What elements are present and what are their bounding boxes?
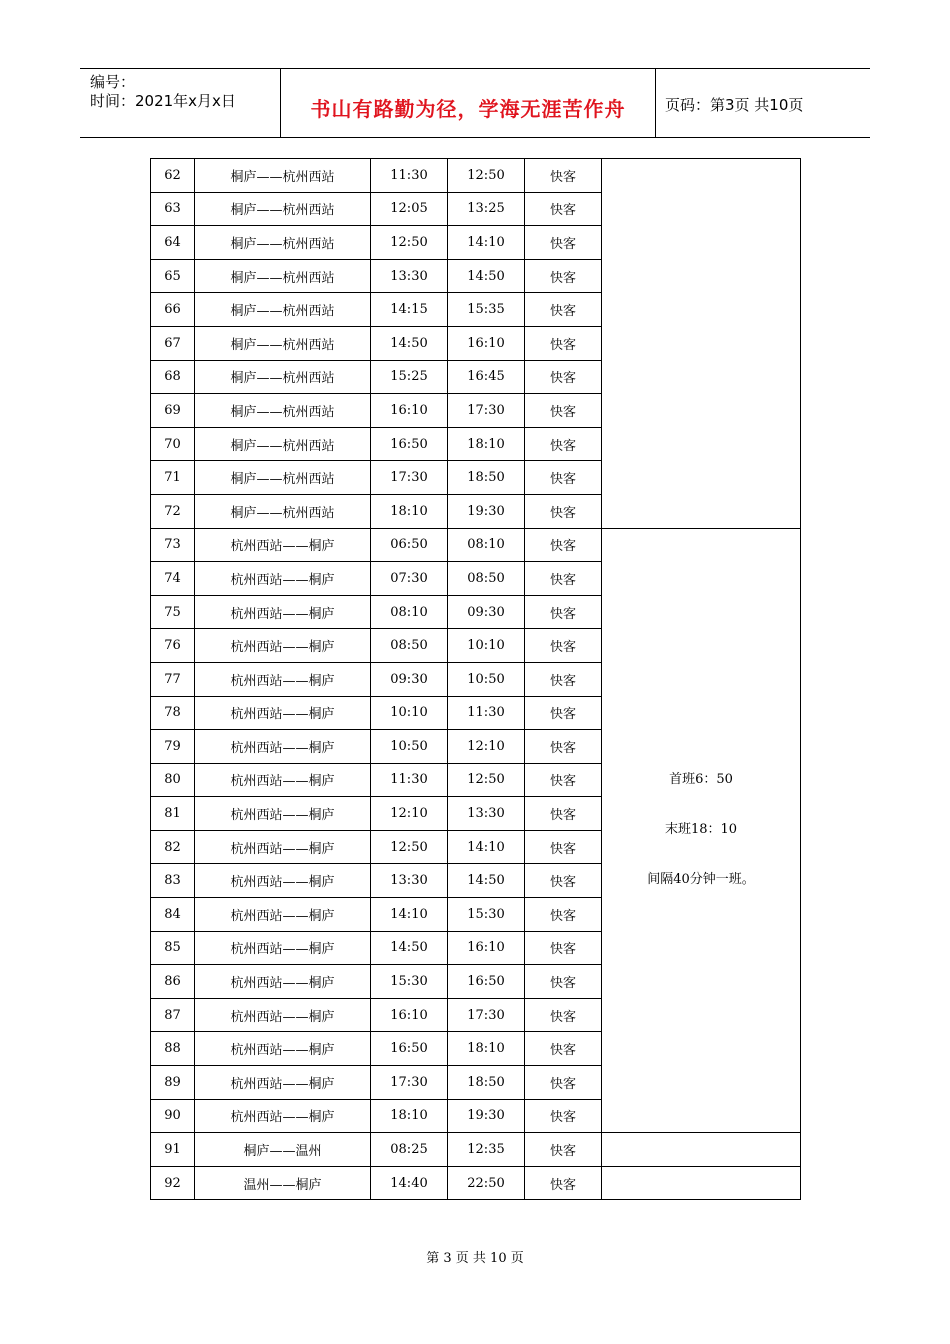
departure-time-cell: 17:30 bbox=[371, 1066, 448, 1100]
departure-time-cell: 18:10 bbox=[371, 494, 448, 528]
departure-time-cell: 16:50 bbox=[371, 427, 448, 461]
row-number-cell: 82 bbox=[151, 830, 195, 864]
route-cell: 杭州西站——桐庐 bbox=[195, 898, 371, 932]
schedule-table bbox=[150, 158, 801, 1200]
arrival-time-cell: 16:45 bbox=[448, 360, 525, 394]
departure-time-cell: 12:50 bbox=[371, 830, 448, 864]
departure-time-cell: 14:40 bbox=[371, 1166, 448, 1200]
table-row bbox=[151, 528, 801, 562]
row-number-cell: 62 bbox=[151, 159, 195, 193]
route-cell: 桐庐——杭州西站 bbox=[195, 494, 371, 528]
serial-label: 编号： bbox=[90, 73, 136, 91]
remark-line: 末班18：10 bbox=[664, 822, 738, 838]
row-number-cell: 85 bbox=[151, 931, 195, 965]
arrival-time-cell: 08:10 bbox=[448, 528, 525, 562]
route-cell: 杭州西站——桐庐 bbox=[195, 1066, 371, 1100]
route-cell: 杭州西站——桐庐 bbox=[195, 629, 371, 663]
row-number-cell: 66 bbox=[151, 293, 195, 327]
row-number-cell: 77 bbox=[151, 662, 195, 696]
row-number-cell: 91 bbox=[151, 1133, 195, 1167]
bus-type-cell: 快客 bbox=[525, 730, 602, 764]
bus-type-cell: 快客 bbox=[525, 797, 602, 831]
row-number-cell: 90 bbox=[151, 1099, 195, 1133]
row-number-cell: 87 bbox=[151, 998, 195, 1032]
remark-line: 首班6：50 bbox=[669, 772, 733, 788]
route-cell: 杭州西站——桐庐 bbox=[195, 662, 371, 696]
route-cell: 杭州西站——桐庐 bbox=[195, 965, 371, 999]
departure-time-cell: 08:25 bbox=[371, 1133, 448, 1167]
departure-time-cell: 16:10 bbox=[371, 394, 448, 428]
route-cell: 杭州西站——桐庐 bbox=[195, 1099, 371, 1133]
arrival-time-cell: 13:30 bbox=[448, 797, 525, 831]
row-number-cell: 71 bbox=[151, 461, 195, 495]
table-row bbox=[151, 1166, 801, 1200]
bus-type-cell: 快客 bbox=[525, 226, 602, 260]
arrival-time-cell: 14:50 bbox=[448, 259, 525, 293]
arrival-time-cell: 16:10 bbox=[448, 326, 525, 360]
bus-type-cell: 快客 bbox=[525, 192, 602, 226]
arrival-time-cell: 08:50 bbox=[448, 562, 525, 596]
row-number-cell: 80 bbox=[151, 763, 195, 797]
arrival-time-cell: 22:50 bbox=[448, 1166, 525, 1200]
arrival-time-cell: 12:35 bbox=[448, 1133, 525, 1167]
departure-time-cell: 12:50 bbox=[371, 226, 448, 260]
motto: 书山有路勤为径，学海无涯苦作舟 bbox=[310, 97, 626, 121]
arrival-time-cell: 17:30 bbox=[448, 998, 525, 1032]
row-number-cell: 88 bbox=[151, 1032, 195, 1066]
departure-time-cell: 06:50 bbox=[371, 528, 448, 562]
bus-type-cell: 快客 bbox=[525, 159, 602, 193]
departure-time-cell: 16:50 bbox=[371, 1032, 448, 1066]
bus-type-cell: 快客 bbox=[525, 696, 602, 730]
departure-time-cell: 13:30 bbox=[371, 864, 448, 898]
bus-type-cell: 快客 bbox=[525, 1133, 602, 1167]
route-cell: 桐庐——杭州西站 bbox=[195, 192, 371, 226]
bus-type-cell: 快客 bbox=[525, 898, 602, 932]
page-footer: 第 3 页 共 10 页 bbox=[426, 1251, 524, 1266]
row-number-cell: 73 bbox=[151, 528, 195, 562]
remarks-cell bbox=[602, 159, 801, 529]
route-cell: 杭州西站——桐庐 bbox=[195, 998, 371, 1032]
row-number-cell: 70 bbox=[151, 427, 195, 461]
bus-type-cell: 快客 bbox=[525, 494, 602, 528]
departure-time-cell: 14:50 bbox=[371, 326, 448, 360]
row-number-cell: 76 bbox=[151, 629, 195, 663]
arrival-time-cell: 15:30 bbox=[448, 898, 525, 932]
bus-type-cell: 快客 bbox=[525, 965, 602, 999]
bus-type-cell: 快客 bbox=[525, 830, 602, 864]
arrival-time-cell: 12:50 bbox=[448, 159, 525, 193]
route-cell: 桐庐——杭州西站 bbox=[195, 360, 371, 394]
header-meta bbox=[80, 69, 280, 137]
row-number-cell: 64 bbox=[151, 226, 195, 260]
page-number-label: 页码：第3页 共10页 bbox=[665, 96, 804, 114]
time-label: 时间：2021年x月x日 bbox=[90, 92, 236, 110]
arrival-time-cell: 14:50 bbox=[448, 864, 525, 898]
remarks-cell bbox=[602, 528, 801, 1133]
bus-type-cell: 快客 bbox=[525, 461, 602, 495]
row-number-cell: 74 bbox=[151, 562, 195, 596]
arrival-time-cell: 14:10 bbox=[448, 830, 525, 864]
route-cell: 桐庐——杭州西站 bbox=[195, 461, 371, 495]
bus-type-cell: 快客 bbox=[525, 1066, 602, 1100]
arrival-time-cell: 18:10 bbox=[448, 427, 525, 461]
arrival-time-cell: 19:30 bbox=[448, 494, 525, 528]
arrival-time-cell: 16:10 bbox=[448, 931, 525, 965]
arrival-time-cell: 09:30 bbox=[448, 595, 525, 629]
row-number-cell: 63 bbox=[151, 192, 195, 226]
arrival-time-cell: 18:10 bbox=[448, 1032, 525, 1066]
header-motto-cell bbox=[280, 69, 656, 137]
route-cell: 桐庐——杭州西站 bbox=[195, 427, 371, 461]
bus-type-cell: 快客 bbox=[525, 427, 602, 461]
route-cell: 杭州西站——桐庐 bbox=[195, 830, 371, 864]
row-number-cell: 84 bbox=[151, 898, 195, 932]
remarks-cell bbox=[602, 1133, 801, 1167]
departure-time-cell: 16:10 bbox=[371, 998, 448, 1032]
departure-time-cell: 14:15 bbox=[371, 293, 448, 327]
remark-line: 间隔40分钟一班。 bbox=[647, 872, 755, 888]
page-header bbox=[80, 68, 870, 138]
route-cell: 桐庐——杭州西站 bbox=[195, 226, 371, 260]
row-number-cell: 67 bbox=[151, 326, 195, 360]
row-number-cell: 78 bbox=[151, 696, 195, 730]
arrival-time-cell: 18:50 bbox=[448, 1066, 525, 1100]
route-cell: 桐庐——杭州西站 bbox=[195, 293, 371, 327]
departure-time-cell: 18:10 bbox=[371, 1099, 448, 1133]
row-number-cell: 72 bbox=[151, 494, 195, 528]
row-number-cell: 92 bbox=[151, 1166, 195, 1200]
arrival-time-cell: 18:50 bbox=[448, 461, 525, 495]
departure-time-cell: 08:50 bbox=[371, 629, 448, 663]
bus-type-cell: 快客 bbox=[525, 864, 602, 898]
arrival-time-cell: 16:50 bbox=[448, 965, 525, 999]
row-number-cell: 79 bbox=[151, 730, 195, 764]
route-cell: 杭州西站——桐庐 bbox=[195, 1032, 371, 1066]
departure-time-cell: 14:50 bbox=[371, 931, 448, 965]
departure-time-cell: 12:10 bbox=[371, 797, 448, 831]
route-cell: 杭州西站——桐庐 bbox=[195, 730, 371, 764]
bus-type-cell: 快客 bbox=[525, 662, 602, 696]
bus-type-cell: 快客 bbox=[525, 562, 602, 596]
route-cell: 杭州西站——桐庐 bbox=[195, 696, 371, 730]
departure-time-cell: 08:10 bbox=[371, 595, 448, 629]
row-number-cell: 69 bbox=[151, 394, 195, 428]
departure-time-cell: 09:30 bbox=[371, 662, 448, 696]
route-cell: 杭州西站——桐庐 bbox=[195, 864, 371, 898]
table-row bbox=[151, 1133, 801, 1167]
table-row bbox=[151, 159, 801, 193]
arrival-time-cell: 19:30 bbox=[448, 1099, 525, 1133]
route-cell: 杭州西站——桐庐 bbox=[195, 595, 371, 629]
departure-time-cell: 12:05 bbox=[371, 192, 448, 226]
arrival-time-cell: 14:10 bbox=[448, 226, 525, 260]
route-cell: 杭州西站——桐庐 bbox=[195, 528, 371, 562]
route-cell: 桐庐——杭州西站 bbox=[195, 394, 371, 428]
departure-time-cell: 11:30 bbox=[371, 763, 448, 797]
route-cell: 桐庐——杭州西站 bbox=[195, 259, 371, 293]
departure-time-cell: 17:30 bbox=[371, 461, 448, 495]
row-number-cell: 89 bbox=[151, 1066, 195, 1100]
header-page-cell bbox=[655, 69, 870, 137]
bus-type-cell: 快客 bbox=[525, 360, 602, 394]
arrival-time-cell: 10:50 bbox=[448, 662, 525, 696]
bus-type-cell: 快客 bbox=[525, 1032, 602, 1066]
arrival-time-cell: 13:25 bbox=[448, 192, 525, 226]
bus-type-cell: 快客 bbox=[525, 595, 602, 629]
bus-type-cell: 快客 bbox=[525, 394, 602, 428]
arrival-time-cell: 15:35 bbox=[448, 293, 525, 327]
route-cell: 杭州西站——桐庐 bbox=[195, 562, 371, 596]
route-cell: 杭州西站——桐庐 bbox=[195, 931, 371, 965]
departure-time-cell: 07:30 bbox=[371, 562, 448, 596]
departure-time-cell: 13:30 bbox=[371, 259, 448, 293]
departure-time-cell: 11:30 bbox=[371, 159, 448, 193]
arrival-time-cell: 17:30 bbox=[448, 394, 525, 428]
bus-type-cell: 快客 bbox=[525, 326, 602, 360]
arrival-time-cell: 12:50 bbox=[448, 763, 525, 797]
bus-type-cell: 快客 bbox=[525, 763, 602, 797]
bus-type-cell: 快客 bbox=[525, 1166, 602, 1200]
bus-type-cell: 快客 bbox=[525, 259, 602, 293]
bus-type-cell: 快客 bbox=[525, 931, 602, 965]
bus-type-cell: 快客 bbox=[525, 1099, 602, 1133]
row-number-cell: 81 bbox=[151, 797, 195, 831]
route-cell: 杭州西站——桐庐 bbox=[195, 797, 371, 831]
bus-type-cell: 快客 bbox=[525, 293, 602, 327]
arrival-time-cell: 10:10 bbox=[448, 629, 525, 663]
bus-type-cell: 快客 bbox=[525, 629, 602, 663]
row-number-cell: 75 bbox=[151, 595, 195, 629]
row-number-cell: 86 bbox=[151, 965, 195, 999]
route-cell: 杭州西站——桐庐 bbox=[195, 763, 371, 797]
arrival-time-cell: 11:30 bbox=[448, 696, 525, 730]
route-cell: 桐庐——温州 bbox=[195, 1133, 371, 1167]
bus-type-cell: 快客 bbox=[525, 528, 602, 562]
row-number-cell: 65 bbox=[151, 259, 195, 293]
bus-type-cell: 快客 bbox=[525, 998, 602, 1032]
route-cell: 桐庐——杭州西站 bbox=[195, 159, 371, 193]
departure-time-cell: 15:25 bbox=[371, 360, 448, 394]
row-number-cell: 83 bbox=[151, 864, 195, 898]
route-cell: 桐庐——杭州西站 bbox=[195, 326, 371, 360]
departure-time-cell: 10:10 bbox=[371, 696, 448, 730]
arrival-time-cell: 12:10 bbox=[448, 730, 525, 764]
schedule-table-body bbox=[151, 159, 801, 1200]
departure-time-cell: 10:50 bbox=[371, 730, 448, 764]
departure-time-cell: 15:30 bbox=[371, 965, 448, 999]
departure-time-cell: 14:10 bbox=[371, 898, 448, 932]
row-number-cell: 68 bbox=[151, 360, 195, 394]
route-cell: 温州——桐庐 bbox=[195, 1166, 371, 1200]
remarks-cell bbox=[602, 1166, 801, 1200]
